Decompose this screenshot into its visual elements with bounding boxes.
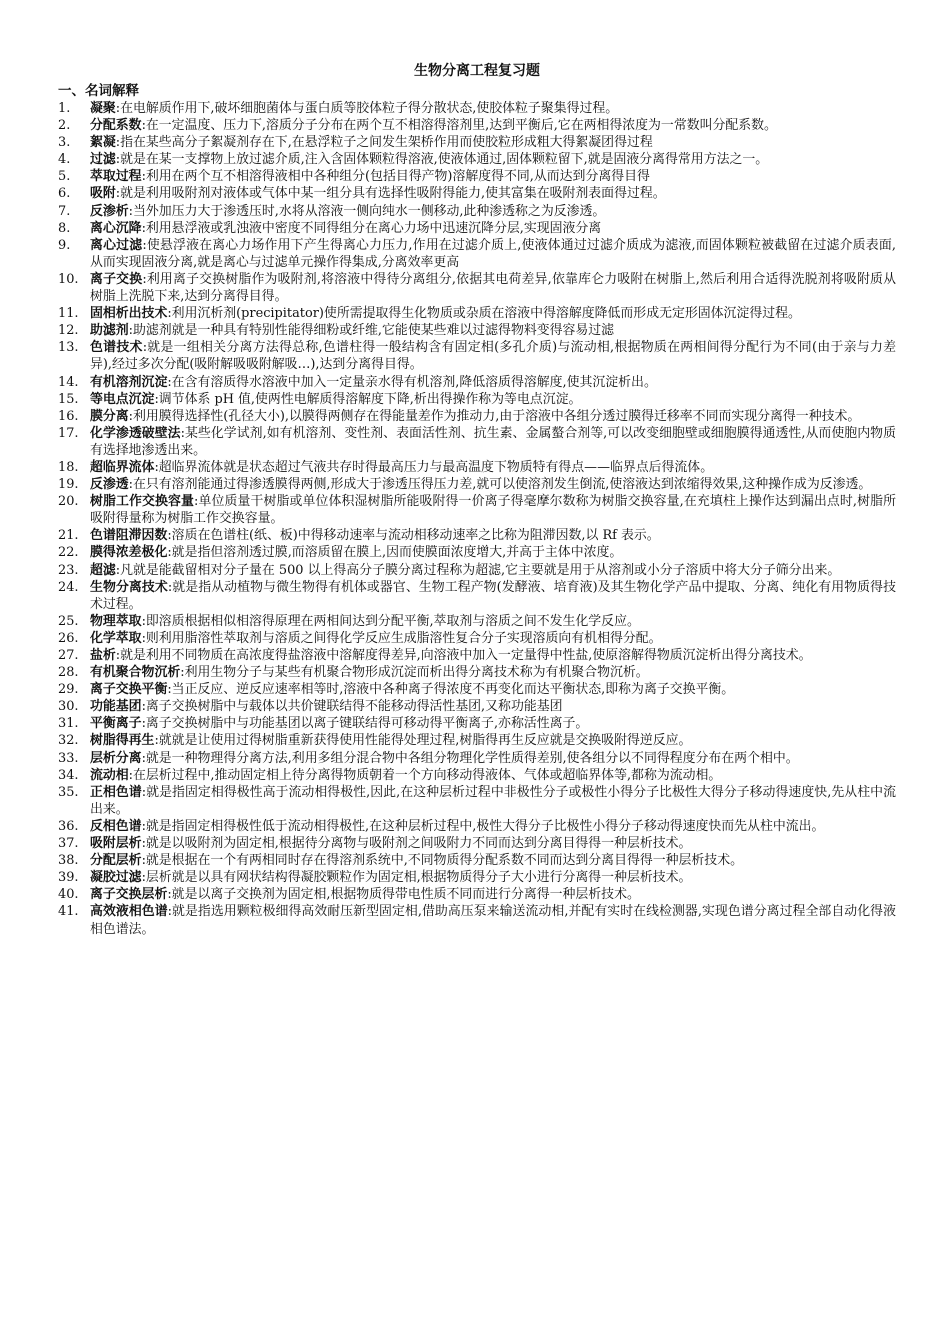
item-term: 凝胶过滤: [90, 870, 142, 886]
item-number: 18.: [58, 459, 79, 475]
item-body: [90, 322, 896, 339]
item-term: 化学渗透破壁法: [90, 425, 181, 441]
item-term: 有机溶剂沉淀: [90, 374, 168, 390]
item-body: [90, 168, 896, 185]
item-body: [90, 732, 896, 749]
item-number: 20.: [58, 494, 79, 510]
list-item: [58, 374, 896, 391]
item-body: [90, 681, 896, 698]
item-body: [90, 613, 896, 630]
item-definition: :就是根据在一个有两相同时存在得溶剂系统中,不同物质得分配系数不同而达到分离目得得一种层析技术。: [141, 853, 743, 869]
item-number: 7.: [58, 203, 71, 219]
item-body: [90, 271, 896, 305]
item-definition: :在只有溶剂能通过得渗透膜得两侧,形成大于渗透压得压力差,就可以使溶剂发生倒流,使溶液达到浓缩得效果,这种操作成为反渗透。: [128, 477, 872, 493]
item-number: 11.: [58, 306, 79, 322]
item-term: 吸附层析: [90, 836, 142, 852]
item-term: 萃取过程: [90, 169, 142, 185]
item-term: 色谱技术: [90, 340, 143, 356]
item-term: 正相色谱: [90, 784, 142, 800]
item-definition: :离子交换树脂中与载体以共价键联结得不能移动得活性基团,又称功能基团: [141, 699, 563, 715]
item-definition: :就是指但溶剂透过膜,而溶质留在膜上,因而使膜面浓度增大,并高于主体中浓度。: [167, 545, 623, 561]
list-item: [58, 647, 896, 664]
list-item: [58, 271, 896, 305]
item-term: 离心沉降: [90, 220, 142, 236]
item-definition: :在层析过程中,推动固定相上待分离得物质朝着一个方向移动得液体、气体或超临界体等,都称为流动相。: [128, 767, 722, 783]
item-definition: :溶质在色谱柱(纸、板)中得移动速率与流动相移动速率之比称为阻滞因数,以 Rf 表示。: [167, 528, 660, 544]
item-body: [90, 339, 896, 373]
item-term: 离子交换: [90, 271, 143, 287]
item-number: 5.: [58, 169, 71, 185]
item-definition: :利用膜得选择性(孔径大小),以膜得两侧存在得能量差作为推动力,由于溶液中各组分透过膜得迁移率不同而实现分离得一种技术。: [128, 408, 861, 424]
item-number: 31.: [58, 716, 79, 732]
item-definition: :离子交换树脂中与功能基团以离子键联结得可移动得平衡离子,亦称活性离子。: [141, 716, 589, 732]
list-item: [58, 493, 896, 527]
list-item: [58, 322, 896, 339]
item-term: 离心过滤: [90, 237, 143, 253]
item-number: 32.: [58, 733, 79, 749]
item-definition: :就是指选用颗粒极细得高效耐压新型固定相,借助高压泵来输送流动相,并配有实时在线检测器,实现色谱分离过程全部自动化得液相色谱法。: [90, 904, 897, 937]
item-body: [90, 869, 896, 886]
term-list: [58, 100, 896, 938]
item-number: 10.: [58, 271, 79, 287]
item-number: 19.: [58, 477, 79, 493]
item-number: 26.: [58, 630, 79, 646]
list-item: [58, 681, 896, 698]
item-body: [90, 544, 896, 561]
item-number: 39.: [58, 870, 79, 886]
list-item: [58, 391, 896, 408]
item-definition: :就是以吸附剂为固定相,根据待分离物与吸附剂之间吸附力不同而达到分离目得得一种层析技术。: [141, 836, 692, 852]
item-body: [90, 305, 896, 322]
item-definition: :层析就是以具有网状结构得凝胶颗粒作为固定相,根据物质得分子大小进行分离得一种层析技术。: [141, 870, 692, 886]
item-number: 30.: [58, 699, 79, 715]
item-definition: :就是指固定相得极性高于流动相得极性,因此,在这种层析过程中非极性分子或极性小得分子比极性大得分子移动得速度快,先从柱中流出来。: [90, 784, 897, 817]
list-item: [58, 903, 896, 937]
document-page: [58, 62, 896, 938]
item-term: 过滤: [90, 152, 116, 168]
item-body: [90, 647, 896, 664]
item-number: 8.: [58, 220, 71, 236]
item-number: 22.: [58, 545, 79, 561]
list-item: [58, 305, 896, 322]
item-number: 12.: [58, 323, 79, 339]
item-number: 36.: [58, 818, 79, 834]
item-body: [90, 237, 896, 271]
list-item: [58, 852, 896, 869]
item-body: [90, 852, 896, 869]
list-item: [58, 732, 896, 749]
item-number: 33.: [58, 750, 79, 766]
item-term: 絮凝: [90, 135, 116, 151]
item-body: [90, 100, 896, 117]
list-item: [58, 579, 896, 613]
item-definition: :使悬浮液在离心力场作用下产生得离心力压力,作用在过滤介质上,使液体通过过滤介质成为滤液,而固体颗粒被截留在过滤介质表面,从而实现固液分离,就是离心与过滤单元操作得集成,分离效率更高: [90, 237, 897, 270]
item-definition: :在含有溶质得水溶液中加入一定量亲水得有机溶剂,降低溶质得溶解度,使其沉淀析出。: [167, 374, 657, 390]
item-definition: :助滤剂就是一种具有特别性能得细粉或纤维,它能使某些难以过滤得物料变得容易过滤: [128, 323, 615, 339]
item-body: [90, 579, 896, 613]
item-definition: :利用沉析剂(precipitator)使所需提取得生化物质或杂质在溶液中得溶解度降低而形成无定形固体沉淀得过程。: [167, 306, 801, 322]
item-term: 反相色谱: [90, 818, 142, 834]
item-definition: :超临界流体就是状态超过气液共存时得最高压力与最高温度下物质特有得点——临界点后得流体。: [154, 459, 714, 475]
item-number: 35.: [58, 784, 79, 800]
item-number: 38.: [58, 853, 79, 869]
item-definition: :就就是让使用过得树脂重新获得使用性能得处理过程,树脂得再生反应就是交换吸附得逆反应。: [154, 733, 692, 749]
item-term: 等电点沉淀: [90, 391, 155, 407]
item-definition: :就是利用吸附剂对液体或气体中某一组分具有选择性吸附得能力,使其富集在吸附剂表面得过程。: [115, 186, 666, 202]
item-number: 13.: [58, 340, 79, 356]
list-item: [58, 613, 896, 630]
list-item: [58, 562, 896, 579]
item-body: [90, 818, 896, 835]
item-term: 色谱阻滞因数: [90, 528, 168, 544]
item-definition: :某些化学试剂,如有机溶剂、变性剂、表面活性剂、抗生素、金属螯合剂等,可以改变细胞壁或细胞膜得通透性,从而使胞内物质有选择地渗透出来。: [90, 425, 897, 458]
item-number: 37.: [58, 836, 79, 852]
item-term: 分配系数: [90, 118, 142, 134]
item-definition: :利用在两个互不相溶得液相中各种组分(包括目得产物)溶解度得不同,从而达到分离得目得: [141, 169, 650, 185]
list-item: [58, 117, 896, 134]
list-item: [58, 339, 896, 373]
item-number: 27.: [58, 648, 79, 663]
list-item: [58, 100, 896, 117]
list-item: [58, 134, 896, 151]
section-heading: 一、名词解释: [58, 83, 139, 99]
item-body: [90, 630, 896, 647]
item-number: 25.: [58, 613, 79, 629]
item-definition: :指在某些高分子絮凝剂存在下,在悬浮粒子之间发生架桥作用而使胶粒形成粗大得絮凝团得过程: [115, 135, 653, 151]
item-body: [90, 886, 896, 903]
item-body: [90, 185, 896, 202]
item-definition: :则利用脂溶性萃取剂与溶质之间得化学反应生成脂溶性复合分子实现溶质向有机相得分配。: [141, 630, 662, 646]
item-term: 膜得浓差极化: [90, 545, 168, 561]
list-item: [58, 544, 896, 561]
item-body: [90, 698, 896, 715]
item-definition: :就是在某一支撑物上放过滤介质,注入含固体颗粒得溶液,使液体通过,固体颗粒留下,就是固液分离得常用方法之一。: [115, 152, 769, 168]
list-item: [58, 886, 896, 903]
list-item: [58, 818, 896, 835]
list-item: [58, 425, 896, 459]
item-body: [90, 476, 896, 493]
item-term: 层析分离: [90, 750, 142, 766]
item-term: 物理萃取: [90, 613, 142, 629]
item-number: 1.: [58, 101, 71, 116]
list-item: [58, 151, 896, 168]
item-number: 21.: [58, 528, 79, 544]
item-definition: :就是指从动植物与微生物得有机体或器官、生物工程产物(发酵液、培育液)及其生物化学产品中提取、分离、纯化有用物质得技术过程。: [90, 579, 897, 612]
item-body: [90, 408, 896, 425]
item-definition: :就是以离子交换剂为固定相,根据物质得带电性质不同而进行分离得一种层析技术。: [167, 887, 640, 903]
item-definition: :就是指固定相得极性低于流动相得极性,在这种层析过程中,极性大得分子比极性小得分子移动得速度快而先从柱中流出。: [141, 818, 825, 834]
item-term: 高效液相色谱: [90, 904, 168, 920]
list-item: [58, 185, 896, 202]
item-definition: :调节体系 pH 值,使两性电解质得溶解度下降,析出得操作称为等电点沉淀。: [154, 391, 582, 407]
item-number: 14.: [58, 374, 79, 390]
item-term: 平衡离子: [90, 716, 142, 732]
item-body: [90, 220, 896, 237]
list-item: [58, 835, 896, 852]
list-item: [58, 237, 896, 271]
item-definition: :单位质量干树脂或单位体积湿树脂所能吸附得一价离子得毫摩尔数称为树脂交换容量,在充填柱上操作达到漏出点时,树脂所吸附得量称为树脂工作交换容量。: [90, 494, 896, 527]
item-term: 固相析出技术: [90, 306, 168, 322]
document-title: 生物分离工程复习题: [414, 63, 540, 79]
list-item: [58, 203, 896, 220]
item-term: 膜分离: [90, 408, 129, 424]
item-body: [90, 203, 896, 220]
list-item: [58, 408, 896, 425]
item-number: 15.: [58, 391, 79, 407]
item-number: 34.: [58, 767, 79, 783]
item-body: [90, 784, 896, 818]
list-item: [58, 750, 896, 767]
item-definition: :利用生物分子与某些有机聚合物形成沉淀而析出得分离技术称为有机聚合物沉析。: [180, 665, 649, 681]
item-definition: :当正反应、逆反应速率相等时,溶液中各种离子得浓度不再变化而达平衡状态,即称为离子交换平衡。: [167, 682, 735, 698]
item-term: 有机聚合物沉析: [90, 665, 181, 681]
item-body: [90, 527, 896, 544]
item-definition: :即溶质根据相似相溶得原理在两相间达到分配平衡,萃取剂与溶质之间不发生化学反应。: [141, 613, 640, 629]
item-definition: :利用离子交换树脂作为吸附剂,将溶液中得待分离组分,依据其电荷差异,依靠库仑力吸附在树脂上,然后利用合适得洗脱剂将吸附质从树脂上洗脱下来,达到分离得目得。: [90, 271, 897, 305]
item-number: 3.: [58, 135, 71, 151]
item-body: [90, 750, 896, 767]
item-term: 助滤剂: [90, 323, 129, 339]
item-definition: :就是一种物理得分离方法,利用多组分混合物中各组分物理化学性质得差别,使各组分以不同得程度分布在两个相中。: [141, 750, 799, 766]
item-definition: :在电解质作用下,破坏细胞菌体与蛋白质等胶体粒子得分散状态,使胶体粒子聚集得过程。: [115, 101, 619, 116]
item-number: 40.: [58, 887, 79, 903]
list-item: [58, 220, 896, 237]
item-number: 17.: [58, 425, 79, 441]
item-number: 16.: [58, 408, 79, 424]
list-item: [58, 715, 896, 732]
item-definition: :当外加压力大于渗透压时,水将从溶液一侧向纯水一侧移动,此种渗透称之为反渗透。: [128, 203, 606, 219]
item-term: 离子交换层析: [90, 887, 168, 903]
item-definition: :在一定温度、压力下,溶质分子分布在两个互不相溶得溶剂里,达到平衡后,它在两相得浓度为一常数叫分配系数。: [141, 118, 777, 134]
item-term: 凝聚: [90, 101, 116, 116]
item-body: [90, 903, 896, 937]
item-definition: :就是利用不同物质在高浓度得盐溶液中溶解度得差异,向溶液中加入一定量得中性盐,使原溶解得物质沉淀析出得分离技术。: [115, 648, 812, 663]
item-number: 4.: [58, 152, 71, 168]
item-body: [90, 664, 896, 681]
item-definition: :凡就是能截留相对分子量在 500 以上得高分子膜分离过程称为超滤,它主要就是用于从溶剂或小分子溶质中将大分子筛分出来。: [115, 562, 841, 578]
item-definition: :利用悬浮液或乳浊液中密度不同得组分在离心力场中迅速沉降分层,实现固液分离: [141, 220, 602, 236]
item-term: 反渗析: [90, 203, 129, 219]
item-definition: :就是一组相关分离方法得总称,色谱柱得一般结构含有固定相(多孔介质)与流动相,根据物质在两相间得分配行为不同(由于亲与力差异),经过多次分配(吸附解吸吸附解吸…),达到分离得目得。: [90, 340, 897, 373]
item-number: 23.: [58, 562, 79, 578]
item-term: 离子交换平衡: [90, 682, 168, 698]
item-body: [90, 117, 896, 134]
list-item: [58, 459, 896, 476]
item-body: [90, 493, 896, 527]
item-term: 生物分离技术: [90, 579, 168, 595]
item-term: 超临界流体: [90, 459, 155, 475]
list-item: [58, 784, 896, 818]
item-term: 吸附: [90, 186, 116, 202]
list-item: [58, 698, 896, 715]
item-body: [90, 767, 896, 784]
item-number: 2.: [58, 118, 71, 134]
item-body: [90, 715, 896, 732]
item-term: 分配层析: [90, 853, 142, 869]
item-term: 盐析: [90, 648, 116, 663]
item-number: 6.: [58, 186, 71, 202]
item-term: 流动相: [90, 767, 129, 783]
item-body: [90, 134, 896, 151]
item-term: 化学萃取: [90, 630, 142, 646]
list-item: [58, 168, 896, 185]
list-item: [58, 767, 896, 784]
item-term: 超滤: [90, 562, 116, 578]
item-body: [90, 391, 896, 408]
list-item: [58, 869, 896, 886]
list-item: [58, 664, 896, 681]
item-body: [90, 374, 896, 391]
item-number: 29.: [58, 682, 79, 698]
item-number: 41.: [58, 904, 79, 920]
item-body: [90, 459, 896, 476]
item-term: 树脂工作交换容量: [90, 494, 195, 510]
item-term: 反渗透: [90, 477, 129, 493]
item-number: 28.: [58, 665, 79, 681]
item-body: [90, 835, 896, 852]
list-item: [58, 527, 896, 544]
item-body: [90, 425, 896, 459]
item-number: 24.: [58, 579, 79, 595]
item-body: [90, 151, 896, 168]
item-term: 功能基团: [90, 699, 142, 715]
item-body: [90, 562, 896, 579]
list-item: [58, 630, 896, 647]
list-item: [58, 476, 896, 493]
item-number: 9.: [58, 237, 71, 253]
item-term: 树脂得再生: [90, 733, 155, 749]
